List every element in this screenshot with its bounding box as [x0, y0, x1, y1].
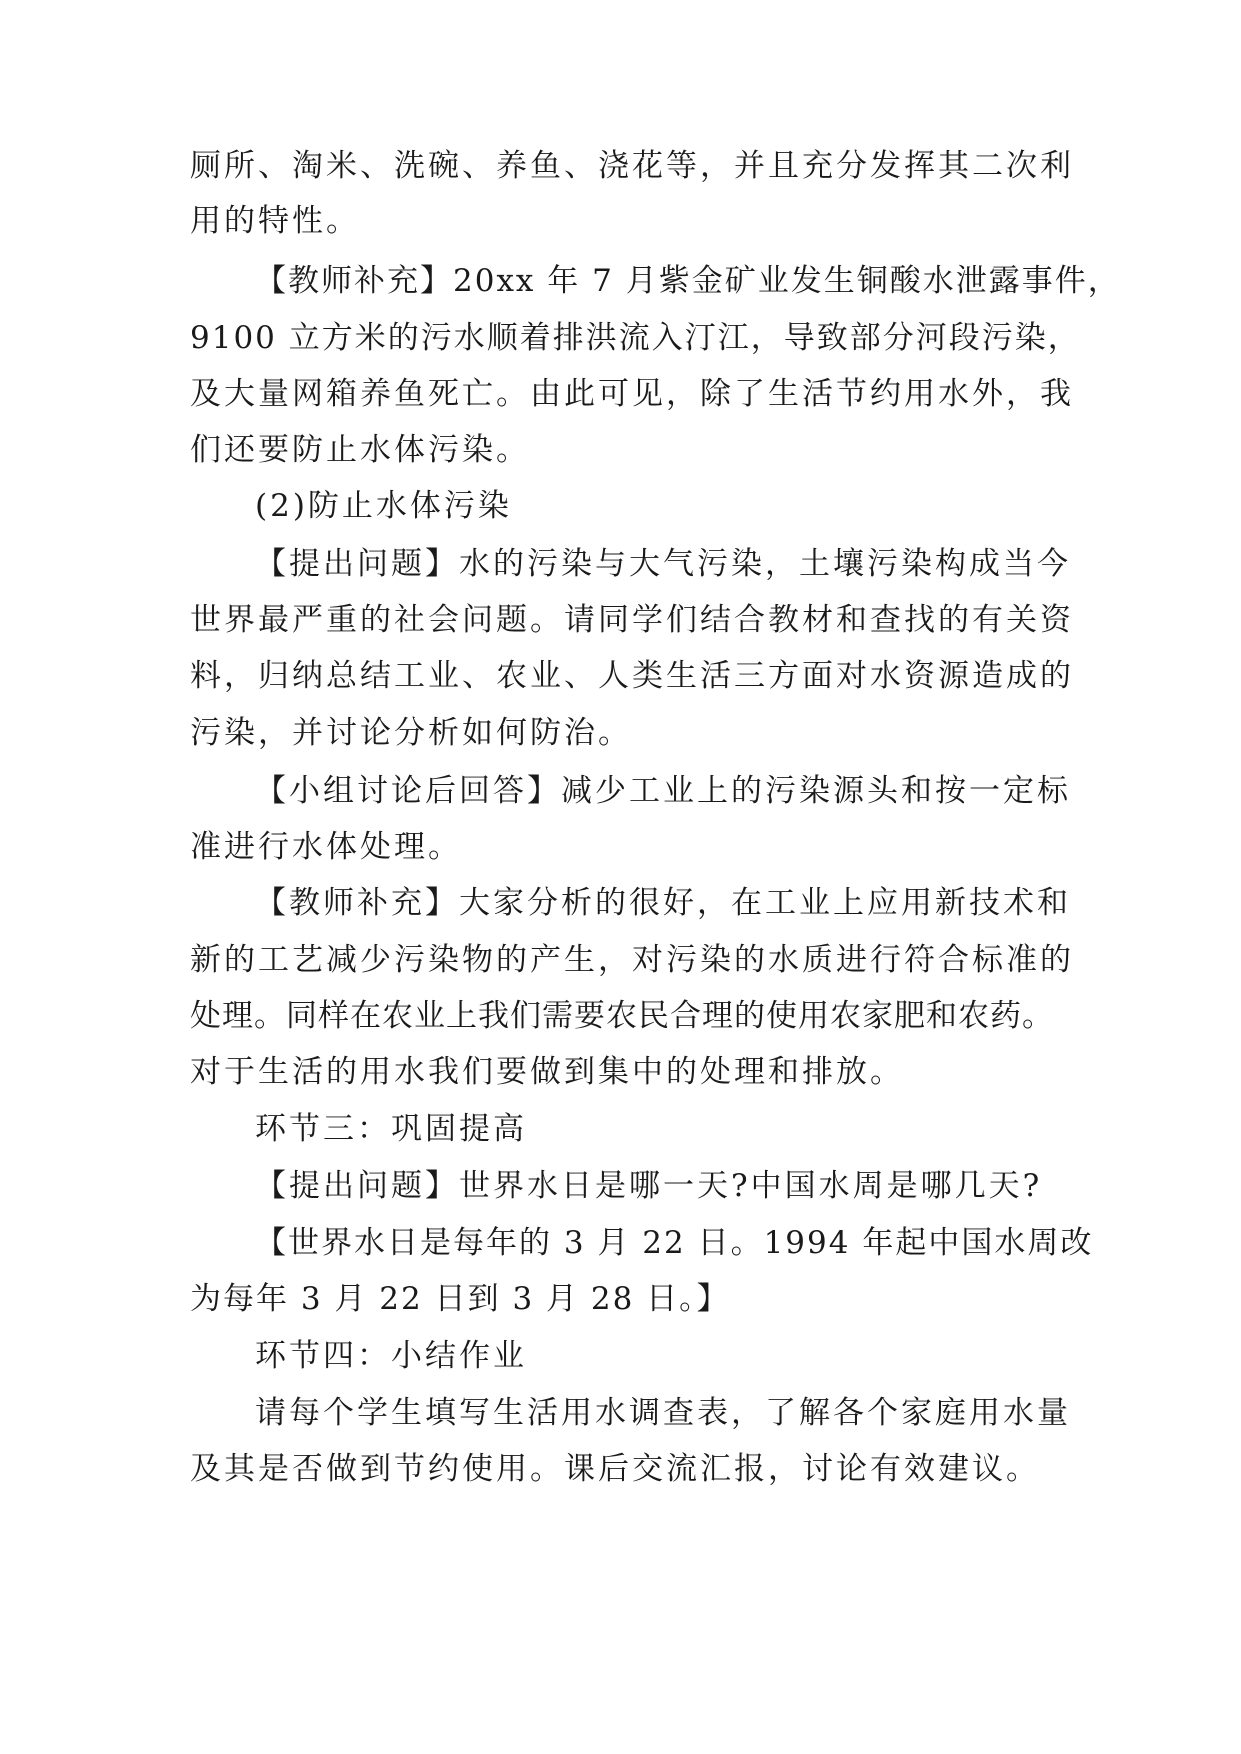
- text-line: 新的工艺减少污染物的产生，对污染的水质进行符合标准的: [190, 942, 1074, 978]
- text-line: 料，归纳总结工业、农业、人类生活三方面对水资源造成的: [190, 658, 1074, 694]
- text-line: 准进行水体处理。: [190, 829, 462, 865]
- section-heading: 环节三：巩固提高: [255, 1111, 527, 1147]
- text-line: 用的特性。: [190, 203, 360, 239]
- text-line: 世界最严重的社会问题。请同学们结合教材和查找的有关资: [190, 602, 1074, 638]
- text-line: 为每年 3 月 22 日到 3 月 28 日。】: [190, 1281, 730, 1317]
- text-line: 及大量网箱养鱼死亡。由此可见，除了生活节约用水外，我: [190, 376, 1074, 412]
- text-line: 9100 立方米的污水顺着排洪流入汀江，导致部分河段污染，: [190, 320, 1081, 356]
- text-line: 对于生活的用水我们要做到集中的处理和排放。: [190, 1054, 904, 1090]
- text-line: 污染，并讨论分析如何防治。: [190, 715, 632, 751]
- text-line: 及其是否做到节约使用。课后交流汇报，讨论有效建议。: [190, 1451, 1040, 1487]
- text-line: 请每个学生填写生活用水调查表，了解各个家庭用水量: [255, 1395, 1071, 1431]
- section-heading: (2)防止水体污染: [255, 488, 512, 524]
- text-line: 们还要防止水体污染。: [190, 432, 530, 468]
- section-heading: 环节四：小结作业: [255, 1338, 527, 1374]
- text-line: 【教师补充】20xx 年 7 月紫金矿业发生铜酸水泄露事件，: [255, 263, 1121, 299]
- text-line: 厕所、淘米、洗碗、养鱼、浇花等，并且充分发挥其二次利: [190, 148, 1074, 184]
- text-line: 【提出问题】世界水日是哪一天?中国水周是哪几天?: [255, 1168, 1043, 1204]
- text-line: 【提出问题】水的污染与大气污染，土壤污染构成当今: [255, 546, 1071, 582]
- text-line: 【教师补充】大家分析的很好，在工业上应用新技术和: [255, 885, 1071, 921]
- text-line: 处理。同样在农业上我们需要农民合理的使用农家肥和农药。: [190, 998, 1054, 1034]
- text-line: 【世界水日是每年的 3 月 22 日。1994 年起中国水周改: [255, 1225, 1094, 1261]
- text-line: 【小组讨论后回答】减少工业上的污染源头和按一定标: [255, 773, 1071, 809]
